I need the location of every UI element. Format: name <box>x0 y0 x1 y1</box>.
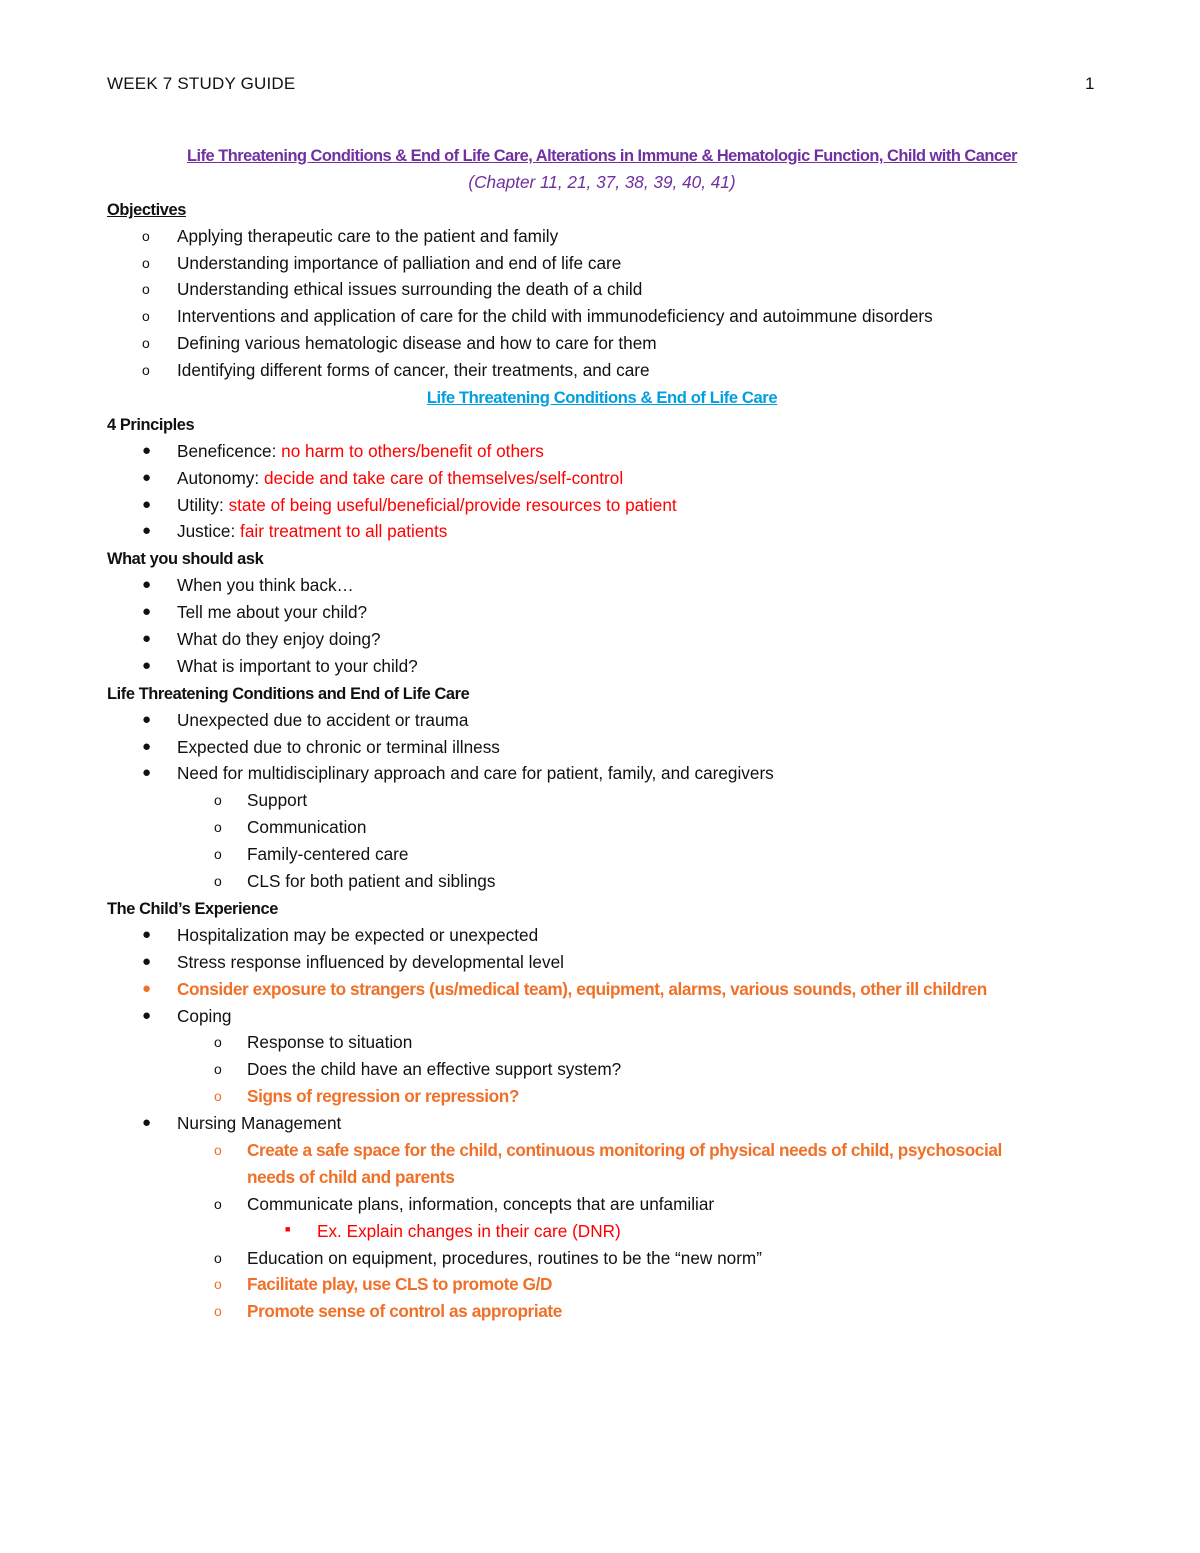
nursing-subitem-text: Education on equipment, procedures, routines to be the “new norm” <box>247 1247 762 1268</box>
objective-text: Applying therapeutic care to the patient and family <box>177 225 559 246</box>
nursing-emphasis-text: Promote sense of control as appropriate <box>247 1301 562 1322</box>
bullet-icon: ● <box>142 710 152 728</box>
nursing-emphasis-text: Facilitate play, use CLS to promote G/D <box>247 1274 552 1295</box>
circle-bullet-icon: o <box>214 1034 222 1051</box>
principles-heading-row <box>107 411 1097 438</box>
nursing-emphasis-text: Create a safe space for the child, continuous monitoring of physical needs of child, psychosocial <box>247 1139 1002 1160</box>
page-number: 1 <box>1085 74 1095 93</box>
bullet-icon: ● <box>142 925 152 943</box>
objectives-heading-row <box>107 196 1097 223</box>
ask-heading: What you should ask <box>107 550 264 569</box>
circle-bullet-icon: o <box>214 1141 222 1158</box>
bullet-icon: ● <box>142 495 152 513</box>
experience-item <box>107 1003 1097 1030</box>
circle-bullet-icon: o <box>214 1061 222 1078</box>
ltc-subitem <box>107 787 1097 814</box>
nursing-subitem <box>107 1298 1097 1325</box>
circle-bullet-icon: o <box>214 1276 222 1293</box>
ltc-text: Expected due to chronic or terminal illness <box>177 736 500 757</box>
circle-bullet-icon: o <box>142 362 150 379</box>
objectives-heading: Objectives <box>107 200 186 219</box>
ask-item <box>107 599 1097 626</box>
experience-item <box>107 922 1097 949</box>
running-header: WEEK 7 STUDY GUIDE <box>107 74 296 93</box>
nursing-subitem-continuation <box>107 1164 1097 1191</box>
circle-bullet-icon: o <box>142 335 150 352</box>
principle-text <box>177 518 447 545</box>
bullet-icon: ● <box>142 603 152 621</box>
principle-text <box>177 492 677 519</box>
chapters-row <box>107 169 1097 196</box>
bullet-icon: ● <box>142 441 152 459</box>
principles-heading: 4 Principles <box>107 415 195 434</box>
document-body <box>107 142 1097 1325</box>
coping-subitem <box>107 1029 1097 1056</box>
principle-item <box>107 492 1097 519</box>
ask-text: When you think back… <box>177 575 354 596</box>
circle-bullet-icon: o <box>214 846 222 863</box>
principle-term: Beneficence: <box>177 440 282 461</box>
principle-definition: decide and take care of themselves/self-control <box>263 467 624 488</box>
principle-item <box>107 438 1097 465</box>
circle-bullet-icon: o <box>214 1249 222 1266</box>
bullet-icon: ● <box>142 1006 152 1024</box>
objective-text: Interventions and application of care for the child with immunodeficiency and autoimmune disorders <box>177 306 933 327</box>
bullet-icon: ● <box>142 630 152 648</box>
document-title: Life Threatening Conditions & End of Life Care, Alterations in Immune & Hematologic Function, Child with Cancer <box>187 147 1017 165</box>
circle-bullet-icon: o <box>214 819 222 836</box>
bullet-icon: ● <box>142 522 152 540</box>
ask-item <box>107 653 1097 680</box>
nursing-subitem <box>107 1191 1097 1218</box>
ltc-heading: Life Threatening Conditions and End of Life Care <box>107 684 470 703</box>
experience-text: Hospitalization may be expected or unexpected <box>177 924 539 945</box>
circle-bullet-icon: o <box>214 1303 222 1320</box>
principle-text <box>177 465 623 492</box>
principle-text <box>177 438 544 465</box>
ltc-subitem <box>107 814 1097 841</box>
objective-item <box>107 357 1097 384</box>
bullet-icon: ● <box>142 1114 152 1132</box>
bullet-icon: ● <box>142 952 152 970</box>
objective-item <box>107 303 1097 330</box>
ask-item <box>107 572 1097 599</box>
circle-bullet-icon: o <box>214 873 222 890</box>
ask-item <box>107 626 1097 653</box>
circle-bullet-icon: o <box>142 281 150 298</box>
bullet-icon: ● <box>142 468 152 486</box>
ltc-text: Need for multidisciplinary approach and care for patient, family, and caregivers <box>177 763 774 784</box>
chapter-list: (Chapter 11, 21, 37, 38, 39, 40, 41) <box>468 171 736 192</box>
section-heading: Life Threatening Conditions & End of Life Care <box>426 388 778 408</box>
principle-definition: state of being useful/beneficial/provide resources to patient <box>228 494 677 515</box>
ltc-subitem-text: Support <box>247 790 308 811</box>
coping-subitem-text: Response to situation <box>247 1032 413 1053</box>
ltc-subitem <box>107 868 1097 895</box>
ltc-subitem <box>107 841 1097 868</box>
nursing-emphasis-text: needs of child and parents <box>247 1166 455 1187</box>
coping-subitem-emphasis-text: Signs of regression or repression? <box>247 1086 519 1107</box>
principle-term: Autonomy: <box>177 467 264 488</box>
experience-item <box>107 1110 1097 1137</box>
ask-heading-row <box>107 545 1097 572</box>
coping-subitem <box>107 1056 1097 1083</box>
nursing-example-text: Ex. Explain changes in their care (DNR) <box>317 1220 621 1241</box>
objective-item <box>107 330 1097 357</box>
ltc-subitem-text: CLS for both patient and siblings <box>247 871 496 892</box>
bullet-icon: ● <box>142 656 152 674</box>
circle-bullet-icon: o <box>142 308 150 325</box>
circle-bullet-icon: o <box>142 254 150 271</box>
coping-subitem-text: Does the child have an effective support system? <box>247 1059 622 1080</box>
objective-text: Understanding ethical issues surrounding the death of a child <box>177 279 643 300</box>
ltc-subitem-text: Family-centered care <box>247 844 409 865</box>
experience-text: Stress response influenced by developmental level <box>177 951 564 972</box>
document-title-row <box>107 142 1097 169</box>
experience-item <box>107 949 1097 976</box>
objective-item <box>107 250 1097 277</box>
principle-definition: fair treatment to all patients <box>240 521 448 542</box>
bullet-icon: ● <box>142 576 152 594</box>
ask-text: What is important to your child? <box>177 655 418 676</box>
coping-subitem <box>107 1083 1097 1110</box>
objective-text: Identifying different forms of cancer, their treatments, and care <box>177 360 650 381</box>
principle-definition: no harm to others/benefit of others <box>281 440 544 461</box>
principle-term: Justice: <box>177 521 241 542</box>
experience-text: Coping <box>177 1005 232 1026</box>
ltc-text: Unexpected due to accident or trauma <box>177 709 469 730</box>
principle-term: Utility: <box>177 494 229 515</box>
objective-text: Defining various hematologic disease and how to care for them <box>177 333 657 354</box>
objective-text: Understanding importance of palliation and end of life care <box>177 252 622 273</box>
objective-item <box>107 276 1097 303</box>
nursing-subitem-text: Communicate plans, information, concepts that are unfamiliar <box>247 1193 715 1214</box>
nursing-example-item <box>107 1218 1097 1245</box>
circle-bullet-icon: o <box>214 792 222 809</box>
bullet-icon: ● <box>142 979 152 997</box>
ltc-heading-row <box>107 680 1097 707</box>
objective-item <box>107 223 1097 250</box>
principle-item <box>107 465 1097 492</box>
experience-item <box>107 976 1097 1003</box>
nursing-subitem <box>107 1245 1097 1272</box>
section-heading-row <box>107 384 1097 411</box>
experience-emphasis-text: Consider exposure to strangers (us/medical team), equipment, alarms, various sounds, other ill children <box>177 978 987 999</box>
circle-bullet-icon: o <box>214 1088 222 1105</box>
nursing-subitem <box>107 1137 1097 1164</box>
ltc-item <box>107 707 1097 734</box>
circle-bullet-icon: o <box>142 227 150 244</box>
experience-heading-row <box>107 895 1097 922</box>
circle-bullet-icon: o <box>214 1195 222 1212</box>
experience-heading: The Child’s Experience <box>107 899 278 918</box>
nursing-subitem <box>107 1271 1097 1298</box>
square-bullet-icon: ■ <box>285 1223 291 1234</box>
ltc-item <box>107 760 1097 787</box>
principle-item <box>107 518 1097 545</box>
bullet-icon: ● <box>142 737 152 755</box>
ltc-subitem-text: Communication <box>247 817 367 838</box>
ask-text: What do they enjoy doing? <box>177 629 381 650</box>
nursing-management-text: Nursing Management <box>177 1113 342 1134</box>
ltc-item <box>107 734 1097 761</box>
ask-text: Tell me about your child? <box>177 602 368 623</box>
bullet-icon: ● <box>142 764 152 782</box>
